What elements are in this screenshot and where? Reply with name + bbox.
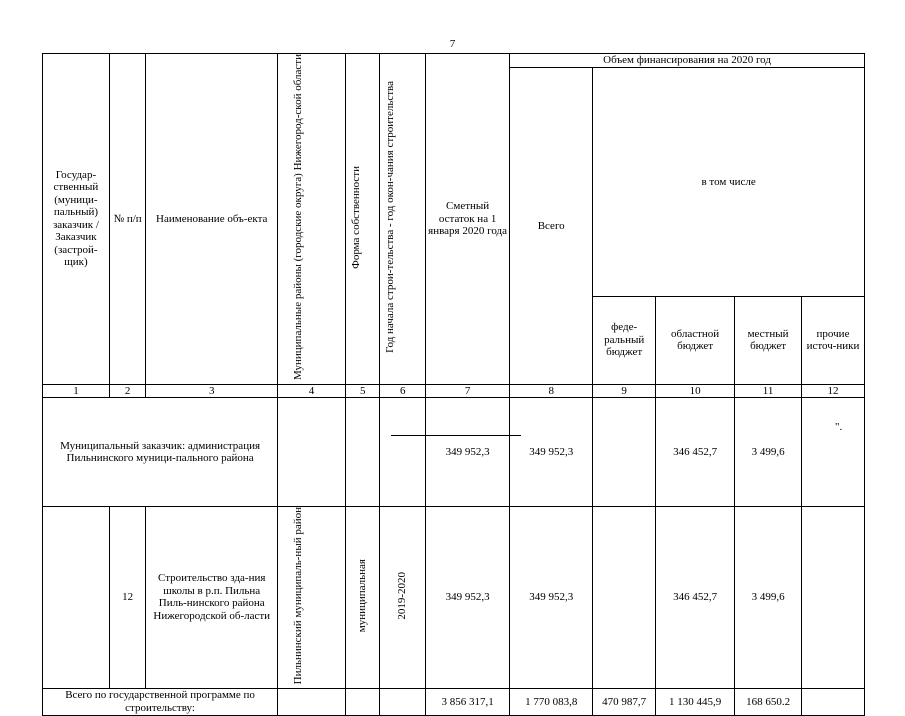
column-number: 9	[593, 384, 656, 398]
header-estimate: Сметный остаток на 1 января 2020 года	[426, 54, 510, 385]
total-ownership	[346, 688, 380, 715]
customer-years	[380, 398, 426, 507]
total-years	[380, 688, 426, 715]
customer-total: 349 952,3	[510, 398, 593, 507]
column-number: 4	[278, 384, 346, 398]
object-ownership: муниципальная	[346, 507, 380, 689]
header-years: Год начала строи-тельства - год окон-чания строительства	[380, 54, 426, 385]
header-federal: феде-ральный бюджет	[593, 296, 656, 384]
column-number: 12	[802, 384, 865, 398]
separator-line	[391, 435, 521, 436]
column-numbers-row	[43, 384, 865, 398]
column-number: 1	[43, 384, 110, 398]
object-regional: 346 452,7	[656, 507, 735, 689]
header-customer: Государ-ственный (муници-пальный) заказчик / Заказчик (застрой-щик)	[43, 54, 110, 385]
column-number: 3	[146, 384, 278, 398]
header-financing: Объем финансирования на 2020 год	[510, 54, 865, 68]
header-total: Всего	[510, 68, 593, 385]
total-estimate: 3 856 317,1	[426, 688, 510, 715]
total-total: 1 770 083,8	[510, 688, 593, 715]
object-customer-cell	[43, 507, 110, 689]
column-number: 2	[109, 384, 145, 398]
object-total: 349 952,3	[510, 507, 593, 689]
column-number: 11	[735, 384, 802, 398]
column-number: 10	[656, 384, 735, 398]
total-regional: 1 130 445,9	[656, 688, 735, 715]
object-years: 2019-2020	[380, 507, 426, 689]
header-including: в том числе	[593, 68, 865, 297]
customer-federal	[593, 398, 656, 507]
customer-regional: 346 452,7	[656, 398, 735, 507]
column-number: 6	[380, 384, 426, 398]
customer-other	[802, 398, 865, 507]
customer-row	[43, 398, 865, 507]
header-local: местный бюджет	[735, 296, 802, 384]
customer-local: 3 499,6	[735, 398, 802, 507]
object-federal	[593, 507, 656, 689]
total-row	[43, 688, 865, 715]
column-number: 8	[510, 384, 593, 398]
column-number: 7	[426, 384, 510, 398]
total-federal: 470 987,7	[593, 688, 656, 715]
closing-quote-mark: ".	[835, 421, 843, 433]
customer-ownership	[346, 398, 380, 507]
construction-program-table	[42, 53, 865, 716]
header-regional: областной бюджет	[656, 296, 735, 384]
column-number: 5	[346, 384, 380, 398]
object-estimate: 349 952,3	[426, 507, 510, 689]
header-object-name: Наименование объ-екта	[146, 54, 278, 385]
object-name: Строительство зда-ния школы в р.п. Пильна Пиль-нинского района Нижегородской об-ласти	[146, 507, 278, 689]
header-districts: Муниципальные районы (городские округа) Нижегород-ской области	[278, 54, 346, 385]
total-label: Всего по государственной программе по строительству:	[43, 688, 278, 715]
total-district	[278, 688, 346, 715]
header-num: № п/п	[109, 54, 145, 385]
total-other	[802, 688, 865, 715]
customer-estimate: 349 952,3	[426, 398, 510, 507]
total-local: 168 650.2	[735, 688, 802, 715]
object-other	[802, 507, 865, 689]
object-local: 3 499,6	[735, 507, 802, 689]
customer-label: Муниципальный заказчик: администрация Пильнинского муници-пального района	[43, 398, 278, 507]
object-district: Пильнинский муниципаль-ный район	[278, 507, 346, 689]
object-row	[43, 507, 865, 689]
object-num: 12	[109, 507, 145, 689]
customer-district	[278, 398, 346, 507]
page-number: 7	[449, 38, 456, 50]
header-ownership: Форма собственности	[346, 54, 380, 385]
header-other: прочие источ-ники	[802, 296, 865, 384]
